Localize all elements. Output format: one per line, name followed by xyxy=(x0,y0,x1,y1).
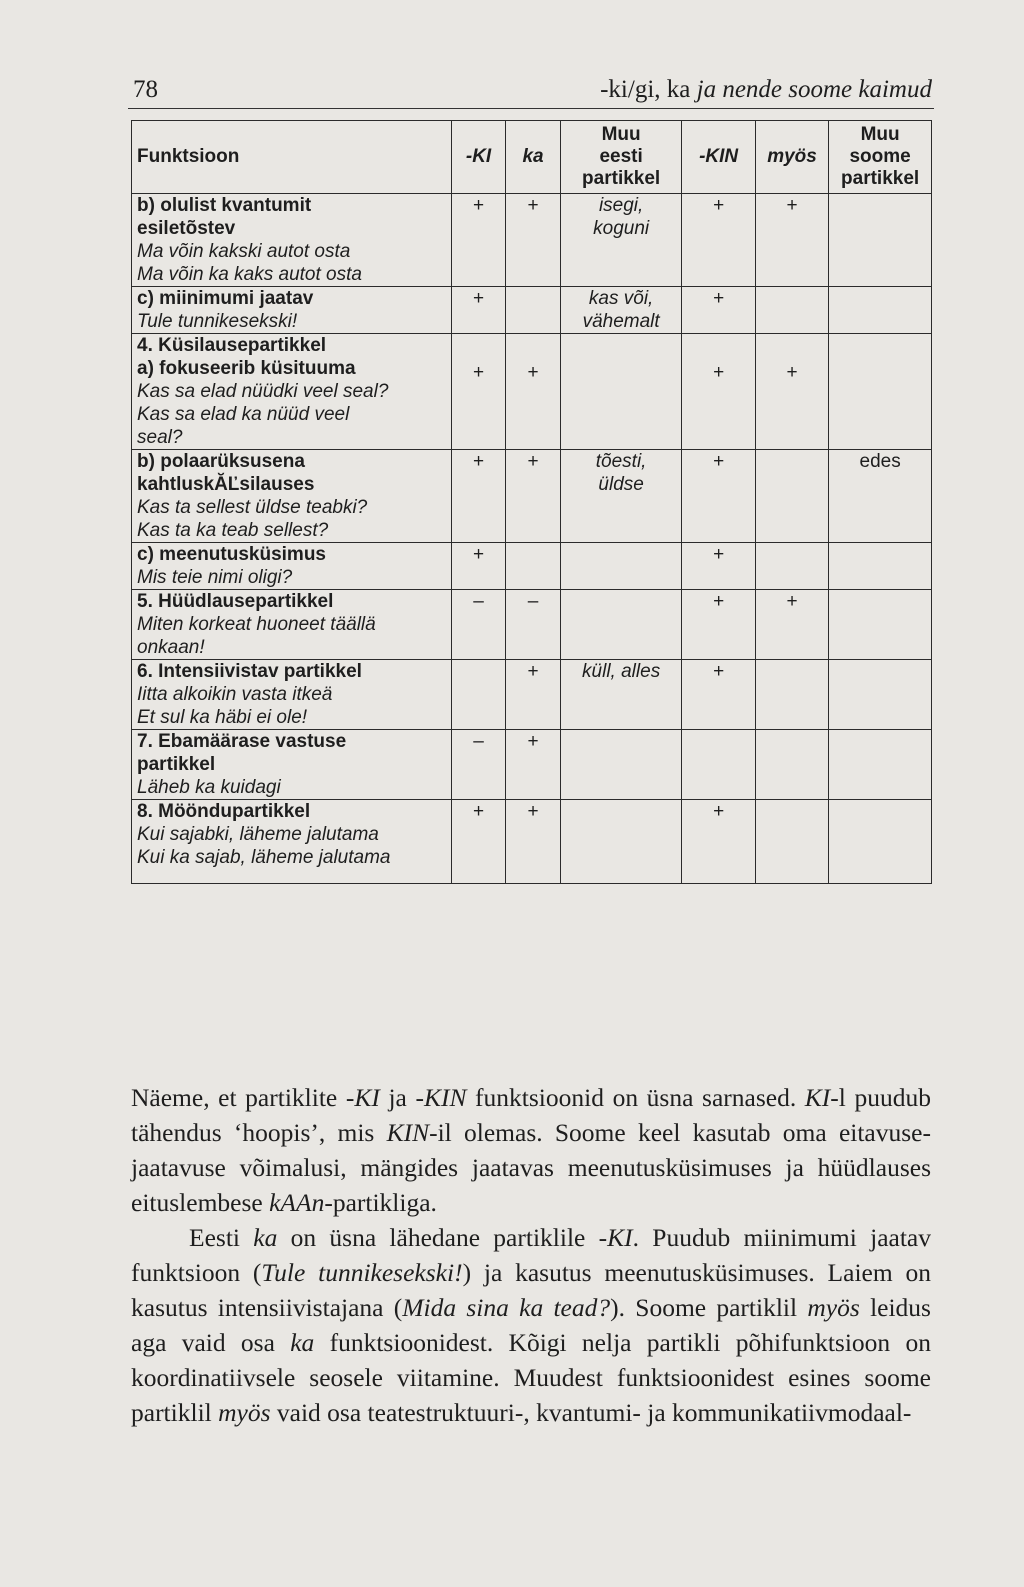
text-run-italic: -KI xyxy=(598,1223,633,1252)
page-number: 78 xyxy=(133,76,158,103)
text-run-italic: myös xyxy=(218,1398,271,1427)
cell-kin: + xyxy=(682,543,755,590)
header-myos: myös xyxy=(755,121,828,194)
header-ka: ka xyxy=(506,121,561,194)
cell-ki: + xyxy=(451,800,506,884)
cell-ka: + xyxy=(506,800,561,884)
cell-muu-eesti xyxy=(560,194,682,287)
cell-ka: + xyxy=(506,730,561,800)
text-run: leidus aga vaid osa xyxy=(131,1293,931,1357)
text-run-italic: Mida sina ka tead? xyxy=(402,1293,611,1322)
cell-muu-eesti-line: üldse xyxy=(598,474,644,495)
function-title: 6. Intensiivistav partikkel xyxy=(137,661,362,682)
function-example: Kas ta ka teab sellest? xyxy=(137,520,329,541)
body-text xyxy=(131,1080,931,1430)
text-run-italic: kAAn xyxy=(269,1188,325,1217)
cell-muu-eesti xyxy=(560,450,682,543)
cell-muu-eesti xyxy=(560,800,682,884)
function-example: Mis teie nimi oligi? xyxy=(137,567,293,588)
text-run-italic: ka xyxy=(253,1223,278,1252)
table-row xyxy=(132,730,932,800)
text-run-italic: KIN xyxy=(386,1118,430,1147)
cell-ka: + xyxy=(506,194,561,287)
cell-myos: + xyxy=(755,194,828,287)
function-example: Miten korkeat huoneet täällä xyxy=(137,614,376,635)
function-example: seal? xyxy=(137,427,183,448)
cell-ka xyxy=(506,543,561,590)
text-run-italic: -KIN xyxy=(415,1083,467,1112)
function-cell xyxy=(132,660,452,730)
function-example: Kas sa elad nüüdki veel seal? xyxy=(137,381,389,402)
function-title: a) fokuseerib küsituuma xyxy=(137,358,356,379)
text-run: Eesti xyxy=(189,1223,254,1252)
function-title: c) miinimumi jaatav xyxy=(137,288,314,309)
function-title: b) polaarüksusena xyxy=(137,451,305,472)
header-muu-soome xyxy=(829,121,932,194)
text-run: -l puudub tähendus ‘hoopis’, mis xyxy=(131,1083,931,1147)
text-run: Näeme, et partiklite xyxy=(131,1083,346,1112)
table-row xyxy=(132,287,932,334)
header-muu-eesti-line2: eesti xyxy=(599,146,643,167)
cell-kin xyxy=(682,730,755,800)
function-cell xyxy=(132,800,452,884)
function-example: Kui sajabki, läheme jalutama xyxy=(137,824,379,845)
cell-myos xyxy=(755,450,828,543)
function-example: Tule tunnikesekski! xyxy=(137,311,298,332)
text-run: on üsna lähedane partiklile xyxy=(277,1223,599,1252)
function-title: 5. Hüüdlausepartikkel xyxy=(137,591,334,612)
text-run: -il olemas. Soome keel kasutab oma eitavuse-jaatavuse võimalusi, mängides jaatavas meenutusküsimuses ja hüüdlauses eituslembese xyxy=(131,1118,931,1217)
cell-muu-eesti-line: vähemalt xyxy=(582,311,660,332)
cell-kin: + xyxy=(682,660,755,730)
cell-kin: + xyxy=(682,194,755,287)
running-title xyxy=(600,76,932,104)
cell-muu-eesti xyxy=(560,590,682,660)
text-run-italic: KI xyxy=(804,1083,831,1112)
cell-muu-soome xyxy=(829,730,932,800)
function-example: Ma võin ka kaks autot osta xyxy=(137,264,362,285)
text-run-italic: ka xyxy=(290,1328,315,1357)
cell-muu-eesti xyxy=(560,334,682,450)
cell-muu-eesti xyxy=(560,287,682,334)
cell-muu-eesti xyxy=(560,730,682,800)
cell-myos xyxy=(755,287,828,334)
cell-ki: – xyxy=(451,730,506,800)
function-title: 8. Mööndupartikkel xyxy=(137,801,311,822)
cell-muu-eesti-line: tõesti, xyxy=(595,451,647,472)
running-title-plain: -ki/gi, ka xyxy=(600,76,691,103)
cell-ki: + xyxy=(451,334,506,450)
table-row xyxy=(132,543,932,590)
running-title-italic: ja nende soome kaimud xyxy=(696,76,932,103)
function-example: Kui ka sajab, läheme jalutama xyxy=(137,847,391,868)
cell-myos xyxy=(755,660,828,730)
cell-muu-eesti-line: koguni xyxy=(593,218,650,239)
function-example: Läheb ka kuidagi xyxy=(137,777,281,798)
cell-muu-soome xyxy=(829,334,932,450)
cell-muu-eesti-line: isegi, xyxy=(598,195,644,216)
function-cell xyxy=(132,590,452,660)
paragraph xyxy=(131,1080,931,1220)
header-muu-eesti xyxy=(560,121,682,194)
header-muu-eesti-line3: partikkel xyxy=(582,168,661,189)
cell-muu-eesti-line: küll, alles xyxy=(582,661,661,682)
function-title: esiletõstev xyxy=(137,218,236,239)
cell-muu-eesti xyxy=(560,660,682,730)
text-run: funktsioonid on üsna sarnased. xyxy=(466,1083,805,1112)
function-cell xyxy=(132,543,452,590)
function-title: kahtluskĂĽsilauses xyxy=(137,474,315,495)
table-row xyxy=(132,660,932,730)
cell-muu-soome xyxy=(829,590,932,660)
text-run: . Puudub miinimumi jaatav funktsioon ( xyxy=(131,1223,931,1287)
function-cell xyxy=(132,730,452,800)
cell-ka: + xyxy=(506,660,561,730)
function-cell xyxy=(132,334,452,450)
cell-ki xyxy=(451,660,506,730)
function-cell xyxy=(132,450,452,543)
cell-muu-soome xyxy=(829,660,932,730)
table-row xyxy=(132,334,932,450)
cell-muu-soome xyxy=(829,543,932,590)
table-row xyxy=(132,450,932,543)
text-run: funktsioonidest. Kõigi nelja partikli põhifunktsioon on koordinatiivsele seosele viitamine. Muudest funktsioonidest esines soome partiklil xyxy=(131,1328,931,1427)
table-row xyxy=(132,800,932,884)
cell-muu-eesti-line: kas või, xyxy=(588,288,654,309)
header-muu-soome-line3: partikkel xyxy=(841,168,920,189)
cell-ka xyxy=(506,287,561,334)
function-example: Et sul ka häbi ei ole! xyxy=(137,707,308,728)
cell-muu-soome xyxy=(829,800,932,884)
running-head xyxy=(128,70,934,109)
header-muu-eesti-line1: Muu xyxy=(601,124,641,145)
cell-ki: + xyxy=(451,450,506,543)
function-title: b) olulist kvantumit xyxy=(137,195,312,216)
cell-ka: + xyxy=(506,334,561,450)
function-example: Iitta alkoikin vasta itkeä xyxy=(137,684,333,705)
cell-ki: – xyxy=(451,590,506,660)
text-run-italic: -KI xyxy=(345,1083,380,1112)
text-run: ) ja kasutus meenutusküsimuses. Laiem on kasutus intensiivistajana ( xyxy=(131,1258,931,1322)
header-kin: -KIN xyxy=(682,121,755,194)
function-title: partikkel xyxy=(137,754,216,775)
header-function: Funktsioon xyxy=(132,121,452,194)
header-ki: -KI xyxy=(451,121,506,194)
header-muu-soome-line1: Muu xyxy=(860,124,900,145)
table-row xyxy=(132,590,932,660)
function-title: c) meenutusküsimus xyxy=(137,544,326,565)
cell-myos xyxy=(755,800,828,884)
text-run-italic: myös xyxy=(807,1293,860,1322)
text-run: ja xyxy=(379,1083,416,1112)
cell-kin: + xyxy=(682,800,755,884)
function-example: Kas ta sellest üldse teabki? xyxy=(137,497,368,518)
function-example: onkaan! xyxy=(137,637,205,658)
paragraph xyxy=(131,1220,931,1430)
text-run-italic: Tule tunnikesekski! xyxy=(261,1258,463,1287)
cell-muu-soome xyxy=(829,287,932,334)
function-cell xyxy=(132,194,452,287)
header-muu-soome-line2: soome xyxy=(849,146,911,167)
cell-muu-soome xyxy=(829,194,932,287)
text-run: vaid osa teatestruktuuri-, kvantumi- ja kommunikatiivmodaal- xyxy=(270,1398,912,1427)
cell-ki: + xyxy=(451,543,506,590)
cell-kin: + xyxy=(682,450,755,543)
table-row xyxy=(132,194,932,287)
function-example: Ma võin kakski autot osta xyxy=(137,241,351,262)
function-table xyxy=(131,120,932,884)
section-title: 4. Küsilausepartikkel xyxy=(137,335,327,356)
cell-myos: + xyxy=(755,334,828,450)
cell-ka: + xyxy=(506,450,561,543)
cell-ka: – xyxy=(506,590,561,660)
function-example: Kas sa elad ka nüüd veel xyxy=(137,404,350,425)
text-run: ). Soome partiklil xyxy=(610,1293,808,1322)
cell-myos xyxy=(755,543,828,590)
function-title: 7. Ebamäärase vastuse xyxy=(137,731,347,752)
cell-kin: + xyxy=(682,287,755,334)
cell-kin: + xyxy=(682,334,755,450)
cell-ki: + xyxy=(451,287,506,334)
text-run: -partikliga. xyxy=(324,1188,437,1217)
table-header-row xyxy=(132,121,932,194)
function-cell xyxy=(132,287,452,334)
cell-ki: + xyxy=(451,194,506,287)
cell-myos: + xyxy=(755,590,828,660)
cell-muu-soome: edes xyxy=(829,450,932,543)
cell-kin: + xyxy=(682,590,755,660)
cell-muu-eesti xyxy=(560,543,682,590)
cell-myos xyxy=(755,730,828,800)
